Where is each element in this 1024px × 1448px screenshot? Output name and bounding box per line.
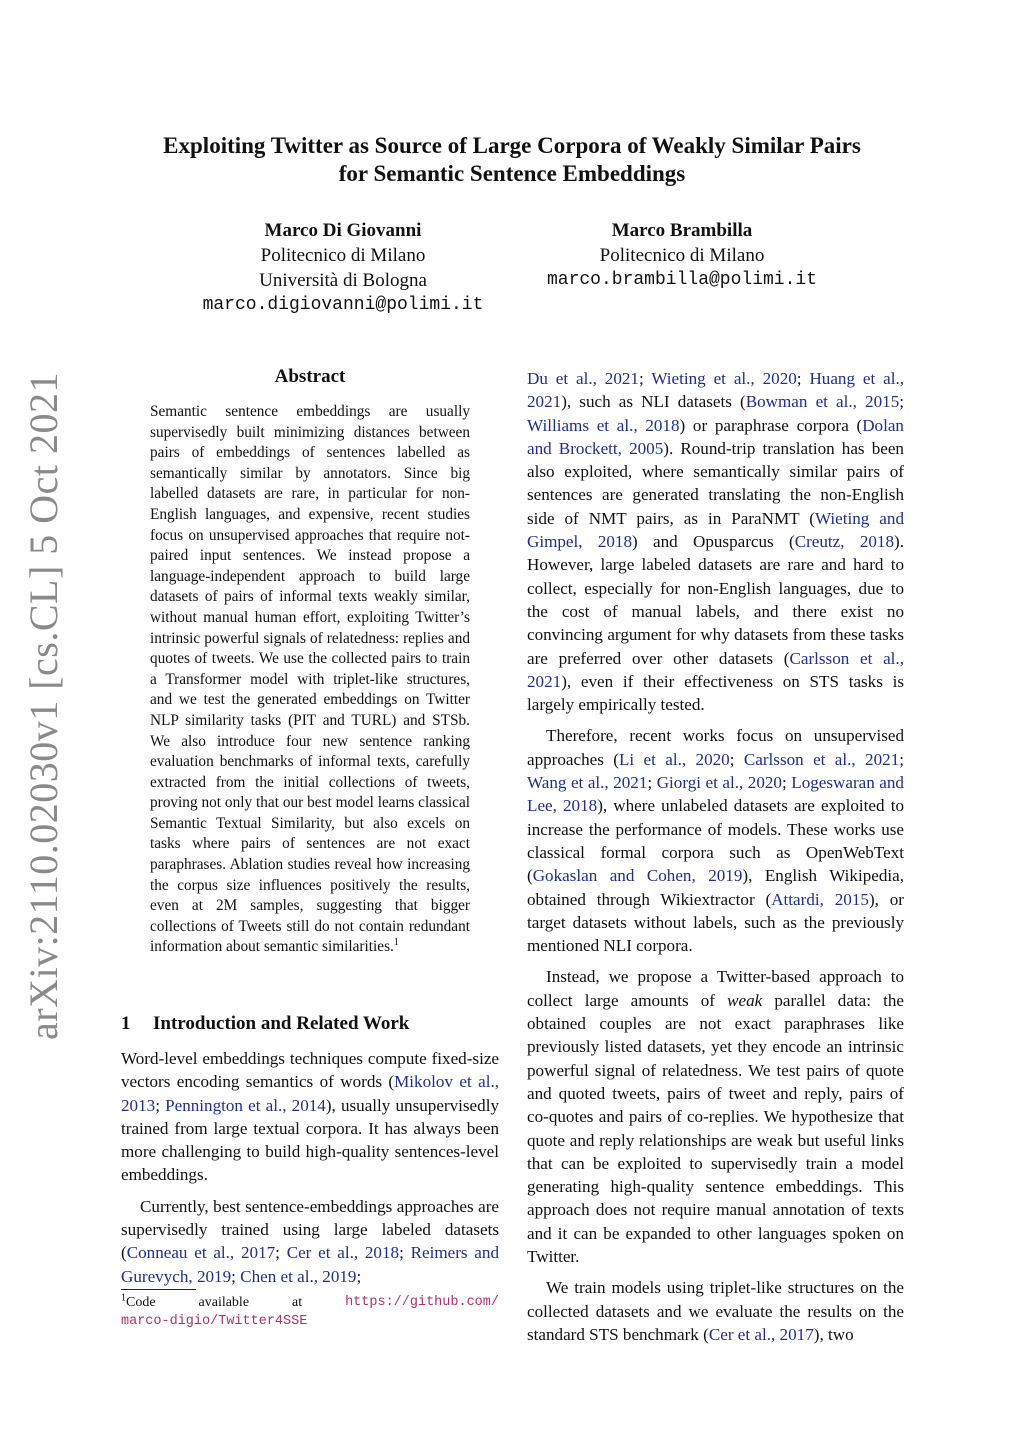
footnote-text: at [292,1295,303,1310]
paragraph [121,1047,499,1187]
paragraph-text: Therefore, recent works focus on unsupervised approaches ( [527,726,904,769]
citation-link[interactable]: Giorgi et al., 2020 [656,773,782,793]
paragraph-text: Word-level embeddings techniques compute fixed-size vectors encoding semantics of words ( [121,1049,499,1092]
footnote-line-1 [121,1294,499,1312]
citation-link[interactable]: Attardi, 2015 [771,889,869,909]
paragraph [527,965,904,1268]
section-heading [121,1013,501,1035]
footnote-mark: 1 [121,1292,126,1304]
paragraph-text: ; [647,773,657,793]
footnote-code-word [121,1294,156,1312]
paragraph-text: ; [231,1266,241,1286]
abstract-heading: Abstract [274,366,346,387]
citation-link[interactable]: Williams et al., 2018 [527,415,680,435]
abstract-body [150,402,470,958]
paragraph-text: ) and Opusparcus ( [632,532,795,552]
right-column-body [527,367,904,1354]
paragraph-text: ), such as NLI datasets ( [561,392,746,412]
paper-title [120,132,904,188]
citation-link[interactable]: Chen et al., 2019 [240,1266,357,1286]
citation-link[interactable]: Li et al., 2020 [618,749,730,769]
paragraph-text: ; [399,1243,411,1263]
footnote [121,1294,499,1331]
citation-link[interactable]: Carlsson et al., 2021 [743,749,900,769]
paragraph [527,1276,904,1346]
paragraph [527,367,904,716]
paragraph-text: ; [638,369,652,388]
citation-link[interactable]: Wieting et al., 2020 [651,369,797,388]
citation-link[interactable]: Logeswaran and Lee, 2018 [527,773,904,816]
author-email: marco.digiovanni@polimi.it [202,295,484,315]
title-line-2: for Semantic Sentence Embeddings [338,161,686,186]
paragraph-text: ; [899,392,904,412]
paragraph-text: ; [899,749,904,769]
citation-link[interactable]: Conneau et al., 2017 [126,1243,276,1263]
footnote-text: Code [126,1295,156,1310]
paragraph-text: ), usually unsupervisedly trained from large textual corpora. It has always been more challenging to build high-quality sentences-level embeddings. [121,1095,499,1185]
citation-link[interactable]: Mikolov et al., 2013 [121,1072,499,1115]
citation-link[interactable]: Reimers and Gurevych, 2019 [121,1243,499,1286]
citation-link[interactable]: Cer et al., 2017 [708,1324,814,1344]
paragraph-text: ). However, large labeled datasets are rare and hard to collect, especially for non-English languages, due to the cost of manual labels, and there exist no convincing argument for why datasets from these tasks are preferred over other datasets ( [527,532,904,668]
paragraph-text: Instead, we propose a Twitter-based approach to collect large amounts of [527,967,904,1010]
paragraph-text: ; [781,773,792,793]
paragraph-text: We train models using triplet-like structures on the collected datasets and we evaluate the results on the standard STS benchmark ( [527,1278,904,1344]
paragraph-text: ; [356,1266,362,1286]
author-affiliation: Politecnico di Milano [260,245,426,266]
emphasis-weak: weak [727,990,763,1010]
citation-link[interactable]: Gokaslan and Cohen, 2019 [532,866,743,886]
footnote-rule [121,1289,196,1290]
author-block-1 [168,218,518,318]
author-block-2 [512,218,852,293]
footnote-text: available [198,1295,250,1310]
paragraph-text: ) or paraphrase corpora ( [679,415,863,435]
footnote-ref[interactable]: 1 [393,937,399,949]
arxiv-stamp: arXiv:2110.02030v1 [cs.CL] 5 Oct 2021 [21,371,66,1040]
title-line-1: Exploiting Twitter as Source of Large Corpora of Weakly Similar Pairs [163,133,861,158]
paragraph-text: ), where unlabeled datasets are exploited to increase the performance of models. These works use classical formal corpora such as OpenWebText ( [527,796,904,886]
paragraph-text: Currently, best sentence-embeddings approaches are supervisedly trained using large labeled datasets ( [121,1196,499,1263]
author-name: Marco Brambilla [611,220,753,241]
citation-link[interactable]: Pennington et al., 2014 [165,1095,326,1115]
citation-link[interactable]: Wieting and Gimpel, 2018 [527,508,904,552]
section-number: 1 [121,1013,131,1034]
abstract-text: Semantic sentence embeddings are usually supervisedly built minimizing distances between pairs of embeddings of sentences labelled as semantically similar by annotators. Since big labelled datasets are rare, in particular for non-English languages, and expensive, recent studies focus on unsupervised approaches that require not-paired input sentences. We instead propose a language-independent approach to build large datasets of pairs of informal texts weakly similar, without manual human effort, exploiting Twitter’s intrinsic powerful signals of relatedness: replies and quotes of tweets. We use the collected pairs to train a Transformer model with triplet-like structures, and we test the generated embeddings on Twitter NLP similarity tasks (PIT and TURL) and STSb. We also introduce four new sentence ranking evaluation benchmarks of informal texts, carefully extracted from the initial collections of tweets, proving not only that our best model learns classical Semantic Textual Similarity, but also excels on tasks where pairs of sentences are not exact paraphrases. Ablation studies reveal how increasing the corpus size influences positively the results, even at 2M samples, suggesting that bigger collections of Tweets still do not contain redundant information about semantic similarities. [150,403,470,956]
paragraph-text: ; [729,749,744,769]
author-name: Marco Di Giovanni [264,220,422,241]
paragraph-text: ), two [813,1324,854,1344]
citation-link[interactable]: Dolan and Brockett, 2005 [527,415,904,458]
paragraph-text: ; [155,1095,166,1115]
citation-link[interactable]: Carlsson et al., 2021 [527,648,904,691]
author-affiliation: Università di Bologna [259,270,427,291]
citation-link[interactable]: Wang et al., 2021 [527,773,648,793]
paragraph [121,1195,499,1288]
paragraph-text: ; [796,369,810,388]
section-title: Introduction and Related Work [153,1013,410,1034]
repo-link-continued[interactable]: marco-digio/Twitter4SSE [121,1314,308,1329]
paragraph-text: ), even if their effectiveness on STS tasks is largely empirically tested. [527,671,904,715]
paragraph [527,724,904,957]
paragraph-text: ), or target datasets without labels, such as the previously mentioned NLI corpora. [527,889,904,956]
citation-link[interactable]: Cer et al., 2018 [286,1243,400,1263]
citation-link[interactable]: Huang et al., 2021 [527,369,905,412]
citation-link[interactable]: Du et al., 2021 [527,369,639,388]
repo-link[interactable]: https://github.com/ [345,1295,499,1310]
footnote-line-2 [121,1312,499,1331]
paragraph-text: ; [275,1243,287,1263]
paragraph-text: ). Round-trip translation has been also exploited, where semantically similar pairs of sentences are generated translating the non-English side of NMT pairs, as in ParaNMT ( [527,438,904,528]
left-column-body [121,1047,499,1296]
author-affiliation: Politecnico di Milano [599,245,765,266]
author-email: marco.brambilla@polimi.it [546,270,818,290]
paragraph-text: ), English Wikipedia, obtained through Wikiextractor ( [527,866,904,909]
citation-link[interactable]: Creutz, 2018 [794,532,895,552]
citation-link[interactable]: Bowman et al., 2015 [745,392,900,412]
paragraph-text: parallel data: the obtained couples are not exact paraphrases like previously listed datasets, yet they encode an intrinsic powerful signal of relatedness. We test pairs of quote and quoted tweets, pairs of tweet and reply, pairs of co-quotes and pairs of co-replies. We hypothesize that quote and reply relationships are weak but useful links that can be exploited to supervisedly train a model generating high-quality sentence embeddings. This approach does not require manual annotation of texts and it can be expanded to other languages spoken on Twitter. [527,990,905,1266]
